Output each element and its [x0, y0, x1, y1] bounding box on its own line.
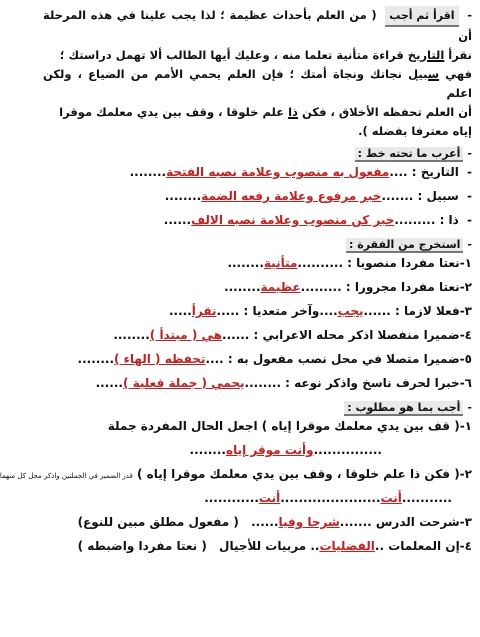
required-question-text: ٤-إن المعلمات .. [374, 539, 472, 553]
required-section: -أجب بما هو مطلوب : [43, 401, 472, 414]
extract-row [43, 251, 472, 275]
extract-question: ٤-ضميرا منفصلا اذكر محله الاعرابي : ...... [222, 328, 472, 342]
dots: ........ [113, 328, 150, 342]
dots: ........ [129, 165, 167, 179]
extract-answer: يجب [337, 304, 364, 318]
required-answer-row [43, 486, 472, 510]
passage-text: قراءة متأنية تعلما منه ، وعليك أيها الطالب ألا تهمل دراستك ؛ [59, 48, 404, 62]
extract-row [43, 371, 472, 395]
required-question-text: ٣-شرحت الدرس ....... [339, 515, 472, 529]
required-answer-row [43, 438, 472, 462]
dots: ........ [227, 256, 264, 270]
required-hint: ( مفعول مطلق مبين للنوع) [77, 515, 239, 529]
required-question [43, 414, 472, 438]
extract-question: ٦-خبرا لحرف ناسخ واذكر نوعه : ........ [244, 376, 472, 390]
passage-text: أن العلم تحفظه الأخلاق ، فكن [301, 105, 472, 119]
underlined-word-tarikh: التاريخ [407, 48, 445, 62]
bullet: - [467, 8, 472, 22]
dots: ...... [95, 376, 123, 390]
required-answer: أنت [258, 491, 281, 505]
irab-question: التاريخ : .... [389, 165, 459, 179]
dots: ........ [164, 189, 202, 203]
extract-answer: عظيمة [260, 280, 301, 294]
required-question [0, 462, 472, 486]
dots: ...... [251, 515, 279, 529]
required-answer: الفضليات [319, 539, 375, 553]
passage-line-1: ( من العلم بأحداث عظيمة ؛ لذا يجب علينا في هذه المرحلة أن [43, 8, 472, 43]
irab-question: سبيل : ....... [381, 189, 459, 203]
extract-row [43, 347, 472, 371]
irab-row: - سبيل : .......خبر مرفوع وعلامة رفعه الضمة........ [164, 189, 472, 203]
irab-row: - التاريخ : ....مفعول به منصوب وعلامة نصبه الفتحة........ [129, 165, 472, 179]
passage-text: علم خلوقا ، وقف بين يدي معلمك موقرا [59, 105, 285, 119]
irab-answer: مفعول به منصوب وعلامة نصبه الفتحة [166, 165, 390, 179]
dots: ........ [77, 352, 115, 366]
dots: ............... [313, 443, 382, 457]
irab-label: أعرب ما تحته خط : [355, 147, 464, 162]
irab-section: -أعرب ما تحته خط : [43, 147, 472, 160]
extract-row [43, 299, 472, 323]
extract-answer: متأنية [263, 256, 298, 270]
extract-section: -استخرج من الفقرة : [43, 238, 472, 251]
extract-question: ٣-فعلا لازما : ...... [363, 304, 472, 318]
passage-label: اقرأ ثم أجب [385, 6, 458, 27]
required-question-text: .. مربيات للأجيال [219, 539, 320, 553]
required-label: أجب بما هو مطلوب : [344, 401, 463, 416]
passage-line-5: إياه معترفا بفضله ). [358, 124, 472, 138]
required-answer: أنت [380, 491, 402, 505]
irab-row: - ذا : .........خبر كن منصوب وعلامة نصبه الالف...... [163, 213, 472, 227]
extract-row [43, 323, 472, 347]
extract-question: ....وآخر متعديا : ..... [216, 304, 338, 318]
extract-question: ٢-نعتا مفردا مجرورا : ......... [300, 280, 472, 294]
required-question [43, 534, 472, 558]
dots: ...................... [280, 491, 381, 505]
extract-question: ٥-ضميرا متصلا في محل نصب مفعول به : .... [205, 352, 472, 366]
extract-answer: هي ( مبتدأ ) [149, 328, 223, 342]
passage-text: نقرأ [448, 48, 472, 62]
extract-answer: نقرأ [191, 304, 217, 318]
required-hint: ( نعتا مفردا واضبطه ) [77, 539, 207, 553]
extract-question: ١-نعتا مفردا منصوبا : .......... [297, 256, 472, 270]
required-answer: وأنت موقر إياه [225, 443, 314, 457]
dots: ...... [163, 213, 192, 227]
irab-question: ذا : ......... [394, 213, 459, 227]
dots: ........ [189, 443, 226, 457]
underlined-word-tha: ذا [288, 105, 298, 119]
irab-answer: خبر كن منصوب وعلامة نصبه الالف [191, 213, 395, 227]
passage-text: نجاتك ونجاة أمتك ؛ فإن العلم يحمي الأمم من الضياع ، ولكن اعلم [43, 67, 472, 100]
required-question-text: ١-( قف بين يدي معلمك موقرا إياه ) اجعل الحال المفردة جملة [107, 419, 472, 433]
required-question [43, 510, 472, 534]
extract-answer: يحمي ( جملة فعلية ) [122, 376, 245, 390]
required-answer: شرحا وفيا [278, 515, 340, 529]
dots: ............ [204, 491, 259, 505]
underlined-word-sabeel: سبيل [408, 67, 440, 81]
extract-row [43, 275, 472, 299]
passage-text: فهي [445, 67, 473, 81]
dots: ........... [401, 491, 452, 505]
required-note: قدر الضمير في الجملتين واذكر محل كل منهما [0, 472, 133, 480]
extract-answer: تحفظه ( الهاء ) [114, 352, 206, 366]
dots: ........ [224, 280, 261, 294]
dots: ..... [169, 304, 192, 318]
irab-answer: خبر مرفوع وعلامة رفعه الضمة [201, 189, 382, 203]
required-question-text: ٢-( فكن ذا علم خلوقا ، وقف بين يدي معلمك موقرا إياه ) [137, 467, 472, 481]
passage [43, 6, 472, 141]
extract-label: استخرج من الفقرة : [346, 238, 463, 253]
